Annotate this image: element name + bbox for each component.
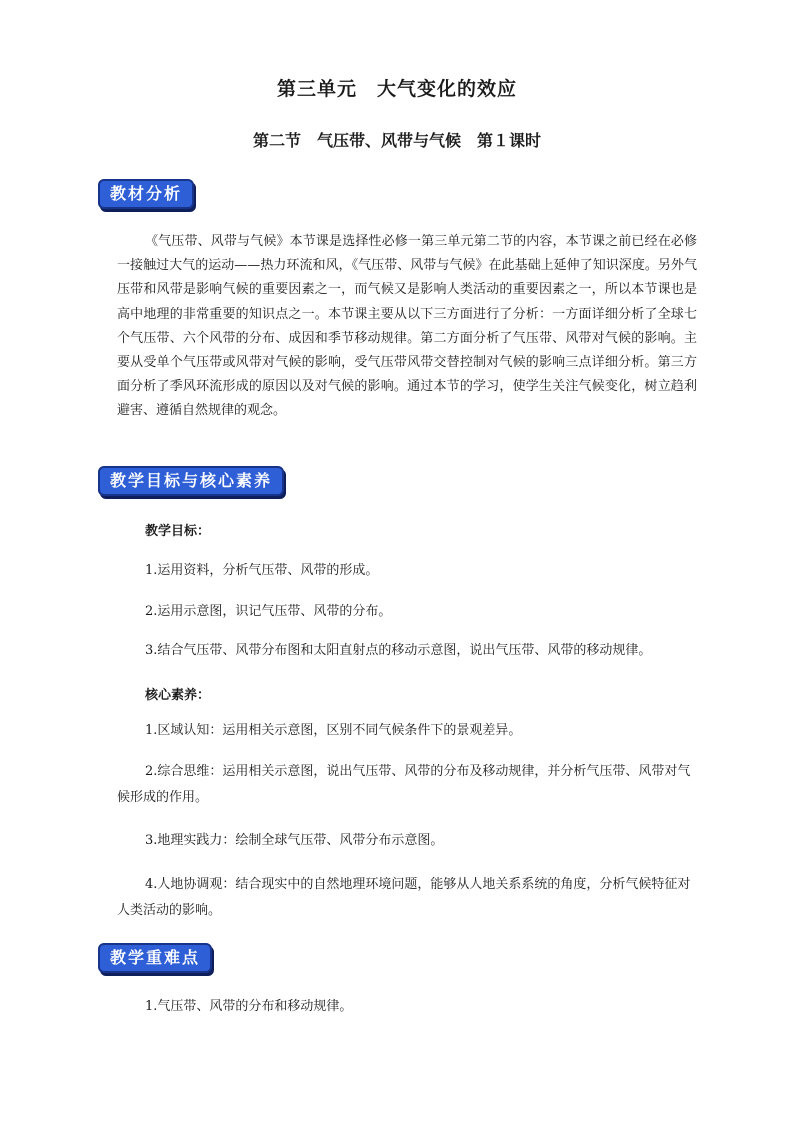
literacy-item: 4.人地协调观：结合现实中的自然地理环境问题，能够从人地关系系统的角度，分析气候特征对人类活动的影响。 [117, 877, 691, 918]
literacy-item: 3.地理实践力：绘制全球气压带、风带分布示意图。 [145, 833, 444, 848]
goals-heading: 教学目标： [145, 524, 211, 539]
key-point-item: 1.气压带、风带的分布和移动规律。 [145, 999, 353, 1014]
goal-item: 2.运用示意图，识记气压带、风带的分布。 [145, 604, 392, 619]
literacy-item: 2.综合思维：运用相关示意图，说出气压带、风带的分布及移动规律，并分析气压带、风带对气候形成的作用。 [117, 764, 691, 805]
section-badge-objectives: 教学目标与核心素养 [98, 466, 284, 496]
literacy-heading: 核心素养： [145, 688, 211, 703]
section-badge-key-points: 教学重难点 [98, 943, 212, 973]
goal-item: 3.结合气压带、风带分布图和太阳直射点的移动示意图，说出气压带、风带的移动规律。 [145, 643, 652, 658]
analysis-paragraph: 《气压带、风带与气候》本节课是选择性必修一第三单元第二节的内容，本节课之前已经在必修一接触过大气的运动——热力环流和风，《气压带、风带与气候》在此基础上延伸了知识深度。另外气压带和风带是影响气候的重要因素之一，而气候又是影响人类活动的重要因素之一，所以本节课也是高中地理的非常重要的知识点之一。本节课主要从以下三方面进行了分析：一方面详细分析了全球七个气压带、六个风带的分布、成因和季节移动规律。第二方面分析了气压带、风带对气候的影响。主要从受单个气压带或风带对气候的影响，受气压带风带交替控制对气候的影响三点详细分析。第三方面分析了季风环流形成的原因以及对气候的影响。通过本节的学习，使学生关注气候变化，树立趋利避害、遵循自然规律的观念。 [117, 234, 697, 419]
page-title: 第三单元 大气变化的效应 [276, 78, 517, 100]
section-badge-analysis: 教材分析 [98, 179, 194, 209]
literacy-item: 1.区域认知：运用相关示意图，区别不同气候条件下的景观差异。 [145, 723, 522, 738]
page-subtitle: 第二节 气压带、风带与气候 第１课时 [252, 131, 541, 150]
goal-item: 1.运用资料，分析气压带、风带的形成。 [145, 563, 379, 578]
